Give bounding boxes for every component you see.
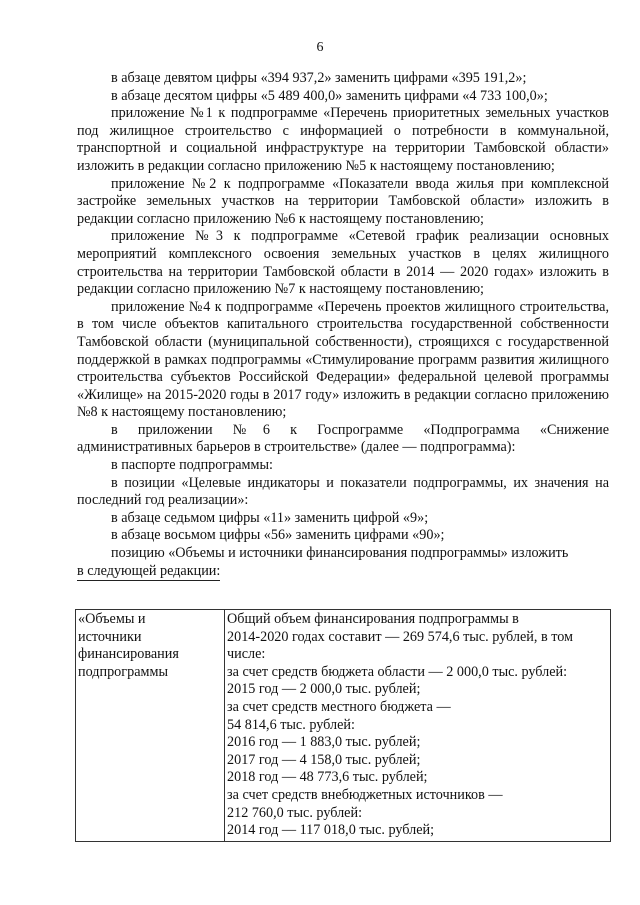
cell-line: 2018 год — 48 773,6 тыс. рублей; bbox=[227, 769, 428, 786]
position-name-cell bbox=[76, 610, 225, 842]
paragraph: приложение №3 к подпрограмме «Сетевой график реализации основных мероприятий комплексного освоения земельных участков в целях жилищного строительства на территории Тамбовской области в 2014 — 2020 годах» изложить в редакции согласно приложению №7 к настоящему постановлению; bbox=[77, 228, 609, 298]
cell-line: числе: bbox=[227, 646, 266, 663]
cell-line: «Объемы и bbox=[78, 611, 146, 627]
paragraph: приложение №2 к подпрограмме «Показатели ввода жилья при комплексной застройке земельных участков на территории Тамбовской области» изложить в редакции согласно приложению №6 к настоящему постановлению; bbox=[77, 175, 609, 227]
paragraph: позицию «Объемы и источники финансирования подпрограммы» изложить bbox=[111, 545, 569, 562]
cell-line: 2014-2020 годах составит — 269 574,6 тыс. рублей, в том bbox=[227, 628, 574, 645]
paragraph: приложение №4 к подпрограмме «Перечень проектов жилищного строительства, в том числе объектов капитального строительства государственной собственности Тамбовской области (муниципальной собственности), строящихся с государственной поддержкой в рамках подпрограммы «Стимулирование программ развития жилищного строительства субъектов Российской Федерации» федеральной целевой программы «Жилище» на 2015-2020 годы в 2017 году» изложить в редакции согласно приложению №8 к настоящему постановлению; bbox=[77, 298, 609, 421]
cell-line: 212 760,0 тыс. рублей: bbox=[227, 804, 363, 821]
cell-line: 2015 год — 2 000,0 тыс. рублей; bbox=[227, 681, 421, 698]
paragraph: в позиции «Целевые индикаторы и показатели подпрограммы, их значения на последний год реализации»: bbox=[77, 474, 609, 509]
position-value-cell bbox=[225, 610, 611, 842]
paragraph: в абзаце девятом цифры «394 937,2» заменить цифрами «395 191,2»; bbox=[111, 70, 527, 86]
cell-line: 2017 год — 4 158,0 тыс. рублей; bbox=[227, 751, 421, 768]
paragraph: в приложении №6 к Госпрограмме «Подпрограмма «Снижение административных барьеров в строительстве» (далее — подпрограмма): bbox=[77, 421, 609, 456]
paragraph: в абзаце восьмом цифры «56» заменить цифрами «90»; bbox=[111, 527, 445, 544]
document-body bbox=[77, 70, 609, 581]
table-row bbox=[76, 610, 611, 842]
cell-line: за счет средств местного бюджета — bbox=[227, 698, 451, 715]
lead-in-text: в следующей редакции: bbox=[77, 563, 220, 582]
cell-line: подпрограммы bbox=[78, 663, 168, 680]
cell-line: 54 814,6 тыс. рублей: bbox=[227, 716, 355, 733]
paragraph: приложение №1 к подпрограмме «Перечень приоритетных земельных участков под жилищное строительство с информацией о потребности в коммунальной, транспортной и социальной инфраструктуре на территории Тамбовской области» изложить в редакции согласно приложению №5 к настоящему постановлению; bbox=[77, 105, 609, 174]
cell-line: Общий объем финансирования подпрограммы в bbox=[227, 611, 519, 627]
financing-table bbox=[75, 609, 611, 842]
cell-line: за счет средств бюджета области — 2 000,0 тыс. рублей: bbox=[227, 663, 568, 680]
paragraph: в абзаце седьмом цифры «11» заменить цифрой «9»; bbox=[111, 509, 429, 526]
cell-line: источники bbox=[78, 628, 142, 645]
cell-line: 2016 год — 1 883,0 тыс. рублей; bbox=[227, 734, 421, 751]
paragraph: в абзаце десятом цифры «5 489 400,0» заменить цифрами «4 733 100,0»; bbox=[111, 87, 548, 104]
paragraph: в паспорте подпрограммы: bbox=[111, 457, 273, 474]
cell-line: финансирования bbox=[78, 646, 179, 663]
cell-line: за счет средств внебюджетных источников — bbox=[227, 786, 503, 803]
page-number: 6 bbox=[316, 40, 324, 55]
cell-line: 2014 год — 117 018,0 тыс. рублей; bbox=[227, 822, 435, 839]
